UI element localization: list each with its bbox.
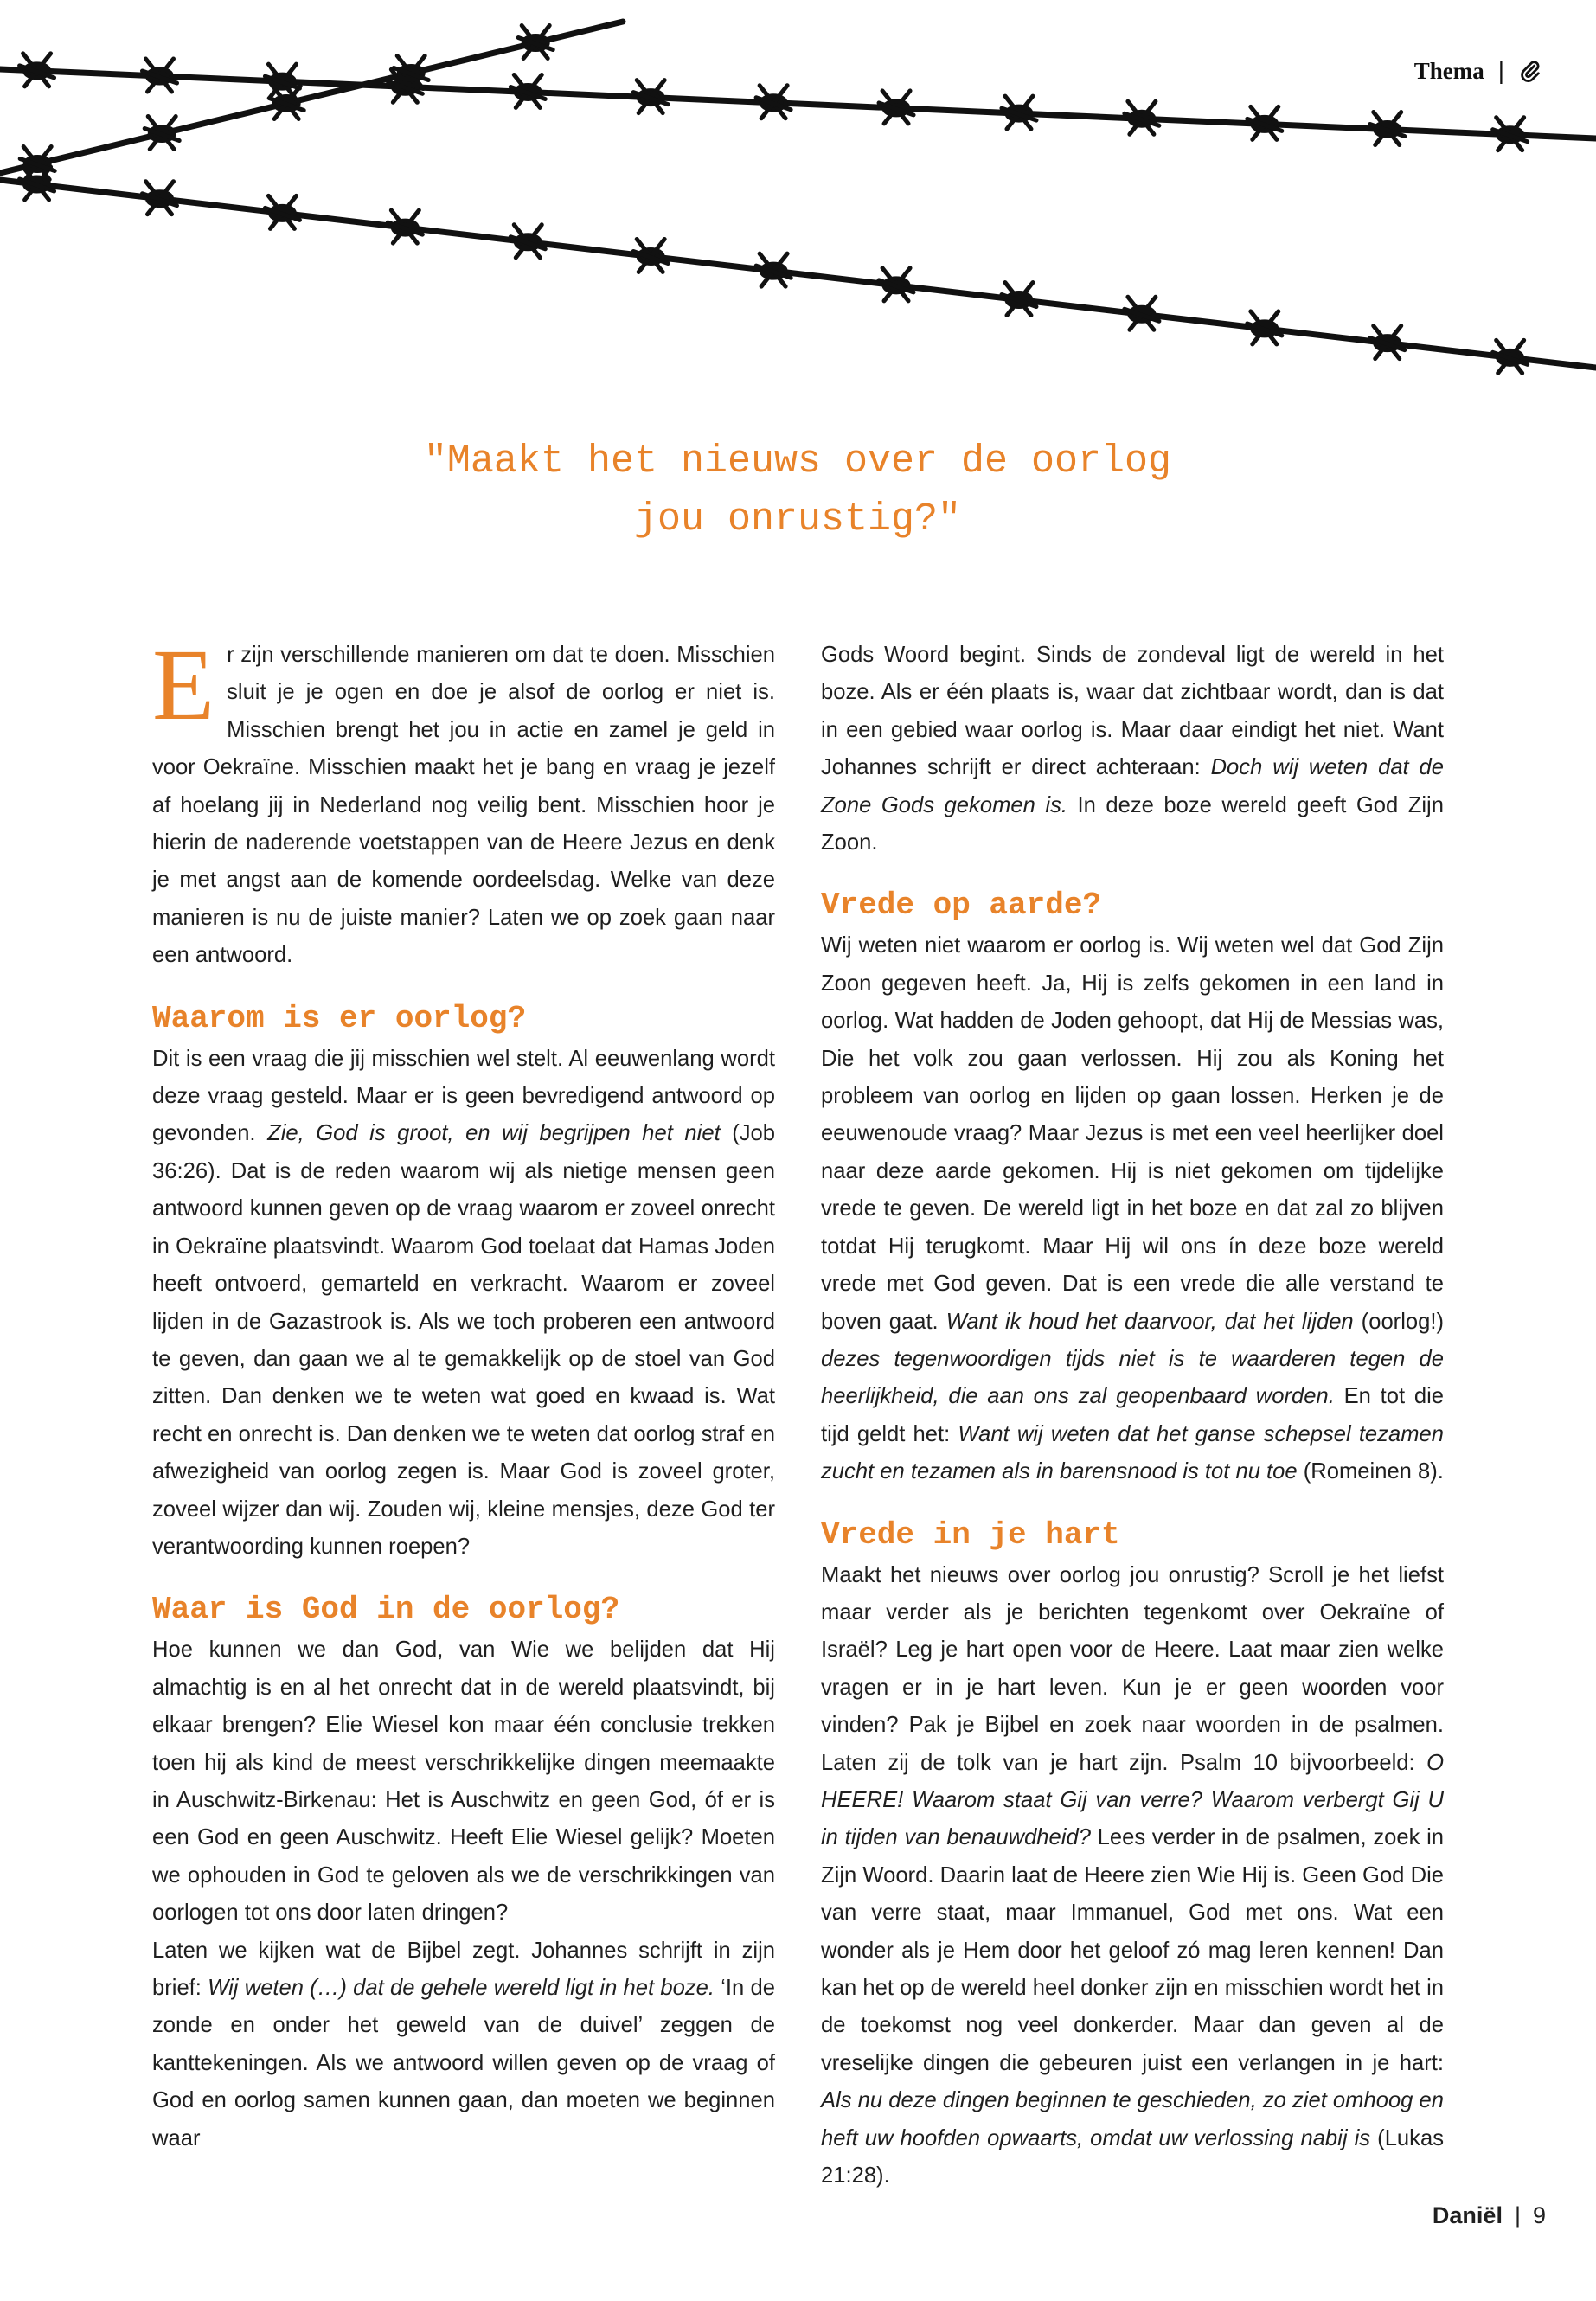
text-run: En tot die tijd geldt het: xyxy=(821,1384,1445,1446)
text-run: Dit is een vraag die jij misschien wel stelt. Al eeuwenlang wordt deze vraag gesteld. Maar er is geen bevredigend antwoord op gevonden. xyxy=(152,1046,775,1146)
text-run: Wij weten niet waarom er oorlog is. Wij weten wel dat God Zijn Zoon gegeven heeft. Ja, Hij is zelfs gekomen in een land in oorlog. Wat hadden de Joden gehoopt, dat Hij de Messias was, Die het volk zou gaan verlossen. Hij zou als Koning het probleem van oorlog en lijden op gaan lossen. Herken je de eeuwenoude vraag? Maar Jezus is met een veel heerlijker doel naar deze aarde gekomen. Hij is niet gekomen om tijdelijke vrede te geven. De wereld ligt in het boze en dat zal zo blijven totdat Hij terugkomt. Maar Hij wil ons ín deze boze wereld vrede met God geven. Dat is een vrede die alle verstand te boven gaat. xyxy=(821,933,1444,1334)
quote-zone-gods: Doch wij weten dat de Zone Gods gekomen is. xyxy=(821,755,1444,817)
intro-text: r zijn verschillende manieren om dat te doen. Misschien sluit je je ogen en doe je alsof de oorlog er niet is. Misschien brengt het jou in actie en zamel je geld in voor Oekraïne. Misschien maakt het je bang en vraag je jezelf af hoelang jij in Nederland nog veilig bent. Misschien hoor je hierin de naderende voetstappen van de Heere Jezus en denk je met angst aan de komende oordeelsdag. Welke van deze manieren is nu de juiste manier? Laten we op zoek gaan naar een antwoord. xyxy=(152,643,775,968)
text-run: (oorlog!) xyxy=(1353,1309,1444,1334)
quote-romeinen-3: Want wij weten dat het ganse schepsel tezamen zucht en tezamen als in barensnood is tot nu toe xyxy=(821,1421,1444,1484)
barb xyxy=(144,117,179,150)
heading-vrede-in-je-hart: Vrede in je hart xyxy=(821,1516,1120,1553)
paragraph-vrede-in-je-hart xyxy=(821,1557,1444,2195)
paragraph-waarom-oorlog xyxy=(152,1041,775,1567)
quote-lukas: Als nu deze dingen beginnen te geschieden, zo ziet omhoog en heft uw hoofden opwaarts, omdat uw verlossing nabij is xyxy=(821,2088,1444,2150)
magazine-name: Daniël xyxy=(1432,2202,1503,2228)
text-run: Gods Woord begint. Sinds de zondeval ligt de wereld in het boze. Als er één plaats is, waar dat zichtbaar wordt, dan is dat in een gebied waar oorlog is. Maar daar eindigt het niet. Want Johannes schrijft er direct achteraan: xyxy=(821,643,1444,780)
heading-waar-is-god: Waar is God in de oorlog? xyxy=(152,1592,620,1628)
pull-quote-line-1: "Maakt het nieuws over de oorlog xyxy=(423,439,1172,484)
text-run: (Romeinen 8). xyxy=(1297,1459,1444,1484)
heading-waarom-oorlog: Waarom is er oorlog? xyxy=(152,1000,527,1036)
pull-quote-line-2: jou onrustig?" xyxy=(633,497,962,542)
barb xyxy=(265,195,299,228)
barb xyxy=(518,26,553,59)
paragraph-continuation xyxy=(821,637,1444,862)
barb xyxy=(1247,311,1282,344)
text-run: ‘In de zonde en onder het geweld van de duivel’ zeggen de kanttekeningen. Als we antwoord willen geven op de vraag of God en oorlog samen kunnen gaan, dan moeten we beginnen waar xyxy=(152,1976,775,2150)
heading-vrede-op-aarde: Vrede op aarde? xyxy=(821,888,1102,924)
barb xyxy=(1002,96,1036,129)
barb xyxy=(756,253,791,286)
left-column xyxy=(152,628,775,2157)
paperclip-icon xyxy=(1518,59,1542,83)
paragraph-waar-is-god-2 xyxy=(152,1932,775,2157)
barb xyxy=(1002,283,1036,316)
text-run: (Lukas 21:28). xyxy=(821,2125,1444,2189)
page-number: 9 xyxy=(1532,2202,1546,2228)
barb xyxy=(1125,101,1159,134)
barb xyxy=(20,54,54,87)
text-run: Lees verder in de psalmen, zoek in Zijn Woord. Daarin laat de Heere zien Wie Hij is. Geen God Die van verre staat, maar Immanuel, God met ons. Wat een wonder als je Hem door het geloof zó mag leren kennen! Dan kan het op de wereld heel donker zijn en misschien wordt het in de toekomst nog veel donkerder. Maar dan geven al de vreselijke dingen die gebeuren juist een verlangen in je hart: xyxy=(821,1825,1444,2075)
barb xyxy=(633,80,668,113)
page-footer xyxy=(1433,2202,1546,2229)
barb xyxy=(1370,112,1405,145)
intro-paragraph xyxy=(152,628,775,975)
text-run: Laten we kijken wat de Bijbel zegt. Johannes schrijft in zijn brief: xyxy=(152,1938,775,2000)
dropcap: E xyxy=(152,628,215,741)
barbed-wire-illustration xyxy=(0,0,1596,398)
quote-psalm-10: O HEERE! Waarom staat Gij van verre? Waarom verbergt Gij U in tijden van benauwdheid? xyxy=(821,1750,1444,1850)
paragraph-vrede-op-aarde xyxy=(821,927,1444,1490)
barb xyxy=(510,225,545,258)
section-tag xyxy=(1414,57,1542,85)
footer-separator: | xyxy=(1514,2202,1521,2228)
barb xyxy=(879,91,913,124)
barb xyxy=(1493,340,1528,373)
barb xyxy=(756,86,791,119)
barb xyxy=(388,210,422,243)
quote-romeinen-1: Want ik houd het daarvoor, dat het lijden xyxy=(945,1309,1354,1334)
pull-quote xyxy=(322,433,1273,548)
section-label: Thema xyxy=(1413,57,1484,84)
barb xyxy=(633,239,668,272)
barb xyxy=(143,59,177,92)
section-separator: | xyxy=(1497,57,1504,84)
barb xyxy=(1370,326,1405,359)
barb xyxy=(879,268,913,301)
right-column xyxy=(821,637,1444,2195)
text-run: (Job 36:26). Dat is de reden waarom wij als nietige mensen geen antwoord kunnen geven op de vraag waarom er zoveel onrecht in Oekraïne plaatsvindt. Waarom God toelaat dat Hamas Joden heeft ontvoerd, gemarteld en verkracht. Waarom er zoveel lijden in de Gazastrook is. Als we toch proberen een antwoord te geven, dan gaan we al te gemakkelijk op de stoel van God zitten. Dan denken we te weten wat goed en kwaad is. Wat recht en onrecht is. Dan denken we te weten dat oorlog straf en afwezigheid van oorlog zegen is. Maar God is zoveel groter, zoveel wijzer dan wij. Zouden wij, kleine mensjes, deze God ter verantwoording kunnen roepen? xyxy=(152,1121,775,1559)
barb xyxy=(1493,118,1528,151)
barb xyxy=(1125,297,1159,330)
barb xyxy=(1247,106,1282,139)
paragraph-waar-is-god-1: Hoe kunnen we dan God, van Wie we belijden dat Hij almachtig is en al het onrecht dat in de wereld plaatsvindt, bij elkaar brengen? Elie Wiesel kon maar één conclusie trekken toen hij als kind de meest verschrikkelijke dingen meemaakte in Auschwitz-Birkenau: Het is Auschwitz en geen God, óf er is een God en geen Auschwitz. Heeft Elie Wiesel gelijk? Moeten we ophouden in God te geloven als we de verschrikkingen van oorlogen tot ons door laten dringen? xyxy=(152,1638,775,1926)
text-run: In deze boze wereld geeft God Zijn Zoon. xyxy=(821,792,1444,856)
quote-romeinen-2: dezes tegenwoordigen tijds niet is te waarderen tegen de heerlijkheid, die aan ons zal geopenbaard worden. xyxy=(821,1346,1444,1409)
barb xyxy=(510,74,545,107)
barb xyxy=(143,182,177,215)
quote-job: Zie, God is groot, en wij begrijpen het niet xyxy=(267,1121,721,1146)
barb xyxy=(269,87,304,119)
quote-johannes: Wij weten (…) dat de gehele wereld ligt in het boze. xyxy=(208,1976,715,2000)
barb xyxy=(20,147,54,180)
text-run: Maakt het nieuws over oorlog jou onrustig? Scroll je het liefst maar verder als je berichten tegenkomt over Oekraïne of Israël? Leg je hart open voor de Heere. Laat maar zien welke vragen er in je hart leven. Kun je er geen woorden voor vinden? Pak je Bijbel en zoek naar woorden in de psalmen. Laten zij de tolk van je hart zijn. Psalm 10 bijvoorbeeld: xyxy=(821,1562,1444,1775)
